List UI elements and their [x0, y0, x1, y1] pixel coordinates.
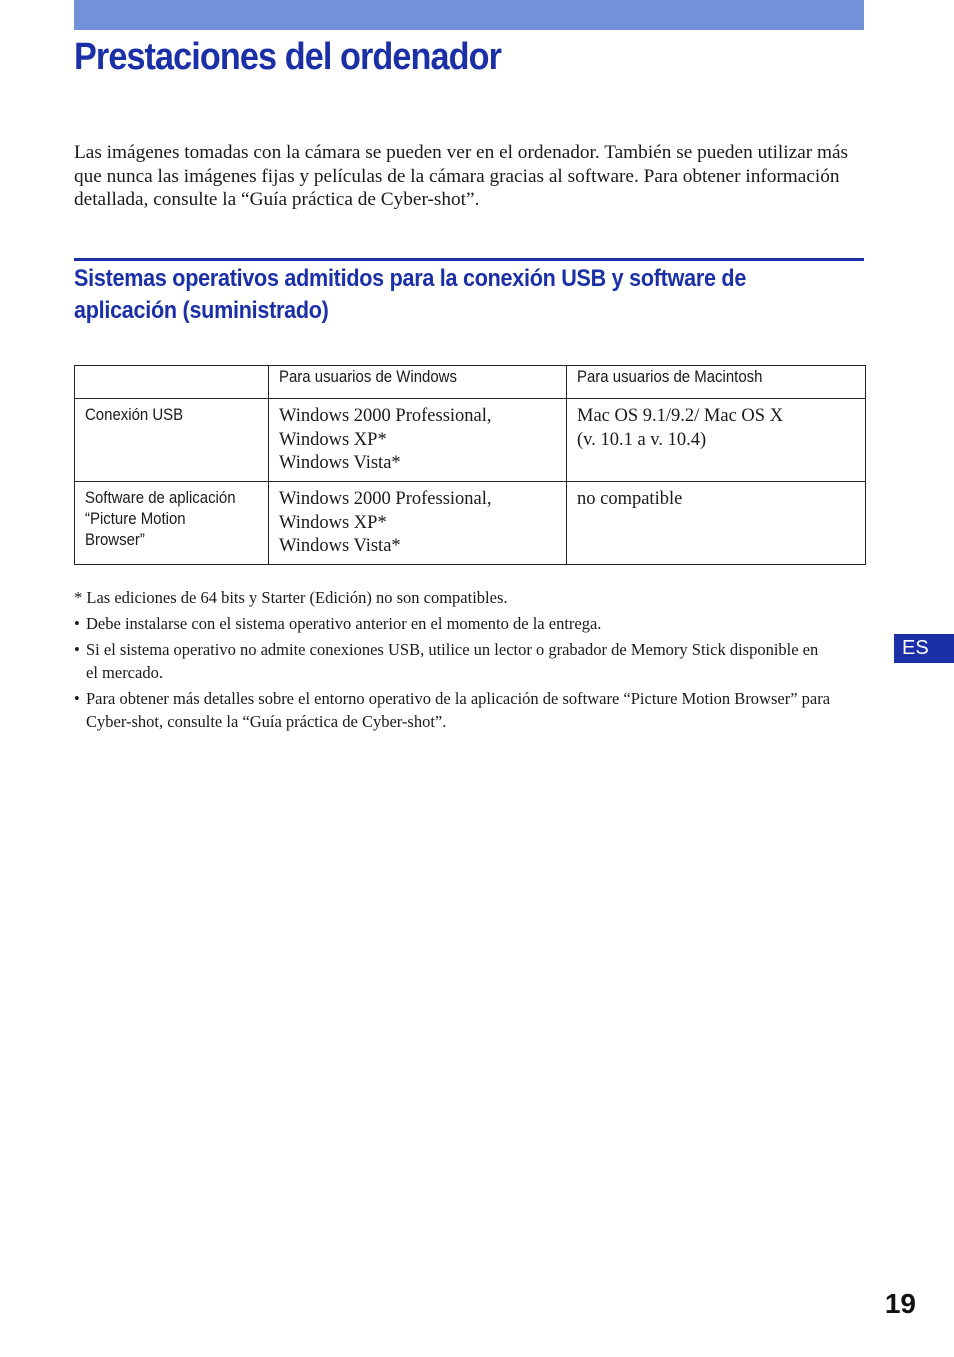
compatibility-table	[74, 365, 866, 565]
section-title: Sistemas operativos admitidos para la conexión USB y software de aplicación (suministrado)	[74, 265, 747, 324]
cell-mac-usb: Mac OS 9.1/9.2/ Mac OS X (v. 10.1 a v. 10.4)	[567, 399, 866, 482]
header-color-band	[74, 0, 864, 30]
notes-list	[74, 586, 834, 736]
intro-paragraph: Las imágenes tomadas con la cámara se pueden ver en el ordenador. También se pueden utilizar más que nunca las imágenes fijas y películas de la cámara gracias al software. Para obtener información detallada, consulte la “Guía práctica de Cyber-shot”.	[74, 142, 849, 210]
page-title: Prestaciones del ordenador	[74, 36, 502, 78]
note-item: • Debe instalarse con el sistema operativo anterior en el momento de la entrega.	[74, 614, 602, 633]
table-header-windows: Para usuarios de Windows	[269, 366, 567, 399]
table-header-mac: Para usuarios de Macintosh	[567, 366, 866, 399]
row-label-software: Software de aplicación “Picture Motion Browser”	[75, 482, 269, 565]
cell-windows-usb: Windows 2000 Professional, Windows XP* Windows Vista*	[269, 399, 567, 482]
table-row	[75, 399, 866, 482]
page-number: 19	[884, 1288, 916, 1319]
row-label-usb: Conexión USB	[75, 399, 269, 482]
cell-windows-software: Windows 2000 Professional, Windows XP* Windows Vista*	[269, 482, 567, 565]
footnote-item: * Las ediciones de 64 bits y Starter (Edición) no son compatibles.	[74, 588, 508, 607]
note-item: • Si el sistema operativo no admite conexiones USB, utilice un lector o grabador de Memory Stick disponible en el mercado.	[74, 640, 819, 682]
language-tab: ES	[894, 634, 954, 663]
note-item: • Para obtener más detalles sobre el entorno operativo de la aplicación de software “Picture Motion Browser” para Cyber-shot, consulte la “Guía práctica de Cyber-shot”.	[74, 689, 831, 731]
table-header-row	[75, 366, 866, 399]
table-header-empty	[75, 366, 269, 399]
cell-mac-software: no compatible	[567, 482, 866, 565]
section-divider	[74, 258, 864, 261]
table-row	[75, 482, 866, 565]
